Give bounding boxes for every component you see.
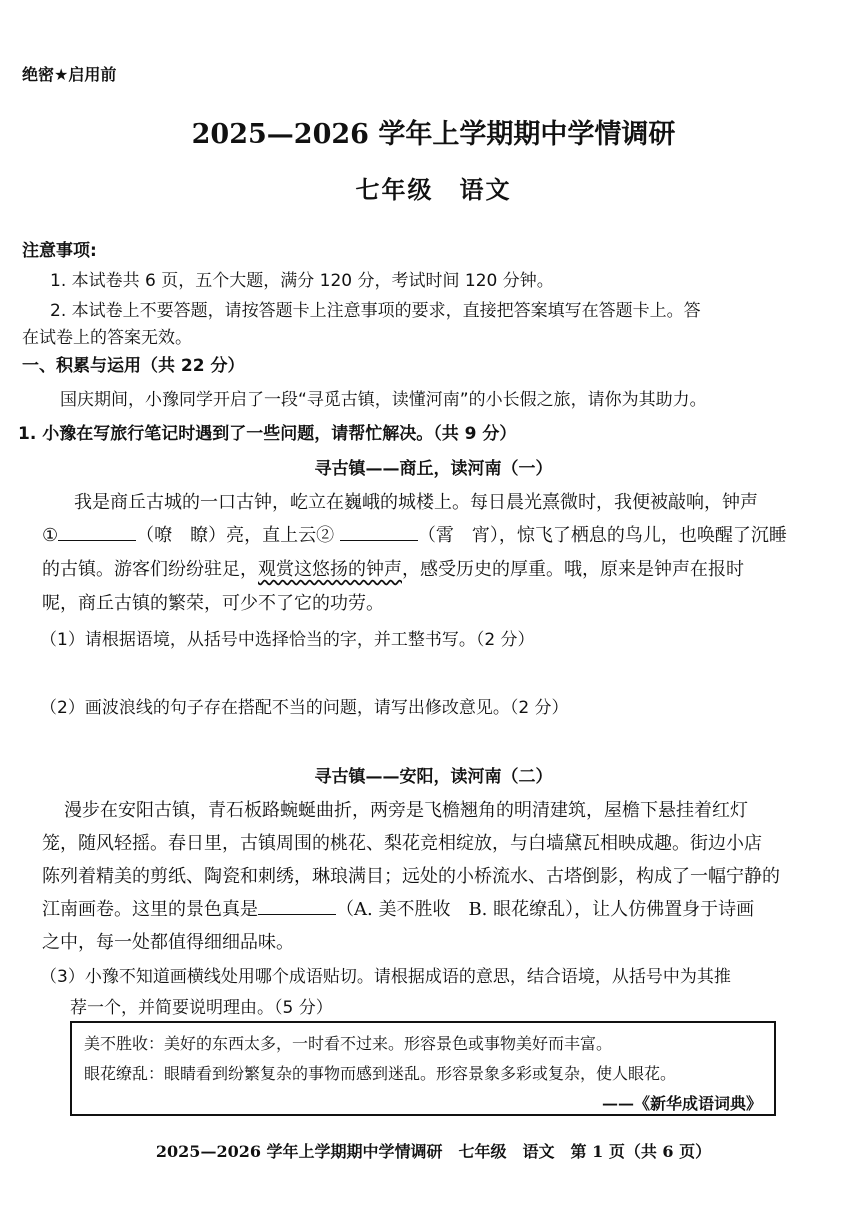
part2-paragraph-line-5: 之中，每一处都值得细细品味。 xyxy=(42,932,294,953)
part1-paragraph-line-3 xyxy=(42,555,744,581)
notes-title: 注意事项: xyxy=(22,241,97,261)
blank-2-options: （霄 宵），惊飞了栖息的鸟儿，也唤醒了沉睡 xyxy=(417,525,787,546)
confidential-label: 绝密★启用前 xyxy=(22,65,117,84)
idiom-blank xyxy=(258,900,336,915)
exam-title: 2025—2026 学年上学期期中学情调研 xyxy=(191,119,676,150)
part1-line3-start: 的古镇。游客们纷纷驻足， xyxy=(42,559,258,580)
part2-paragraph-line-2: 笼，随风轻摇。春日里，古镇周围的桃花、梨花竞相绽放，与白墙黛瓦相映成趣。街边小店 xyxy=(42,833,762,854)
part1-heading: 寻古镇——商丘，读河南（一） xyxy=(314,459,553,479)
section-intro: 国庆期间，小豫同学开启了一段“寻觅古镇，读懂河南”的小长假之旅，请你为其助力。 xyxy=(60,390,707,410)
part2-paragraph-line-3: 陈列着精美的剪纸、陶瓷和刺绣，琳琅满目；远处的小桥流水、古塔倒影，构成了一幅宁静的 xyxy=(42,866,780,887)
part2-heading: 寻古镇——安阳，读河南（二） xyxy=(314,767,553,787)
blank-1 xyxy=(58,526,136,541)
note-item-2-line-2: 在试卷上的答案无效。 xyxy=(22,328,192,348)
part1-paragraph-line-4: 呢，商丘古镇的繁荣，可少不了它的功劳。 xyxy=(42,593,384,614)
sub-question-3-line-2: 荐一个，并简要说明理由。（5 分） xyxy=(70,998,333,1018)
idiom-options: （A. 美不胜收 B. 眼花缭乱），让人仿佛置身于诗画 xyxy=(336,899,755,920)
part2-paragraph-line-1: 漫步在安阳古镇，青石板路蜿蜒曲折，两旁是飞檐翘角的明清建筑，屋檐下悬挂着红灯 xyxy=(64,800,748,821)
part1-paragraph-line-2 xyxy=(42,521,787,547)
blank-1-options: （嘹 瞭）亮，直上云② xyxy=(136,525,335,546)
wavy-underlined-sentence: 观赏这悠扬的钟声 xyxy=(258,559,402,580)
sub-question-2: （2）画波浪线的句子存在搭配不当的问题，请写出修改意见。（2 分） xyxy=(40,698,569,718)
blank-2 xyxy=(340,526,418,541)
part2-line4-start: 江南画卷。这里的景色真是 xyxy=(42,899,258,920)
part2-paragraph-line-4 xyxy=(42,895,754,921)
dictionary-entry-1: 美不胜收：美好的东西太多，一时看不过来。形容景色或事物美好而丰富。 xyxy=(84,1034,613,1053)
sub-question-3-line-1: （3）小豫不知道画横线处用哪个成语贴切。请根据成语的意思，结合语境，从括号中为其推 xyxy=(40,967,731,987)
part1-line3-end: ，感受历史的厚重。哦，原来是钟声在报时 xyxy=(402,559,744,580)
page-footer: 2025—2026 学年上学期期中学情调研 七年级 语文 第 1 页（共 6 页） xyxy=(155,1142,712,1161)
blank-marker-1: ① xyxy=(42,525,59,546)
sub-question-1: （1）请根据语境，从括号中选择恰当的字，并工整书写。（2 分） xyxy=(40,630,535,650)
part1-paragraph-line-1: 我是商丘古城的一口古钟，屹立在巍峨的城楼上。每日晨光熹微时，我便被敲响，钟声 xyxy=(74,492,758,513)
note-item-1: 1. 本试卷共 6 页，五个大题，满分 120 分，考试时间 120 分钟。 xyxy=(50,271,554,291)
dictionary-entry-2: 眼花缭乱：眼睛看到纷繁复杂的事物而感到迷乱。形容景象多彩或复杂，使人眼花。 xyxy=(84,1064,677,1083)
question-1: 1. 小豫在写旅行笔记时遇到了一些问题，请帮忙解决。（共 9 分） xyxy=(18,424,517,444)
section-title: 一、积累与运用（共 22 分） xyxy=(22,356,245,376)
dictionary-source: ——《新华成语词典》 xyxy=(601,1094,762,1113)
dictionary-box xyxy=(70,1021,776,1116)
note-item-2-line-1: 2. 本试卷上不要答题，请按答题卡上注意事项的要求，直接把答案填写在答题卡上。答 xyxy=(50,301,701,321)
exam-subtitle: 七年级 语文 xyxy=(355,175,512,204)
